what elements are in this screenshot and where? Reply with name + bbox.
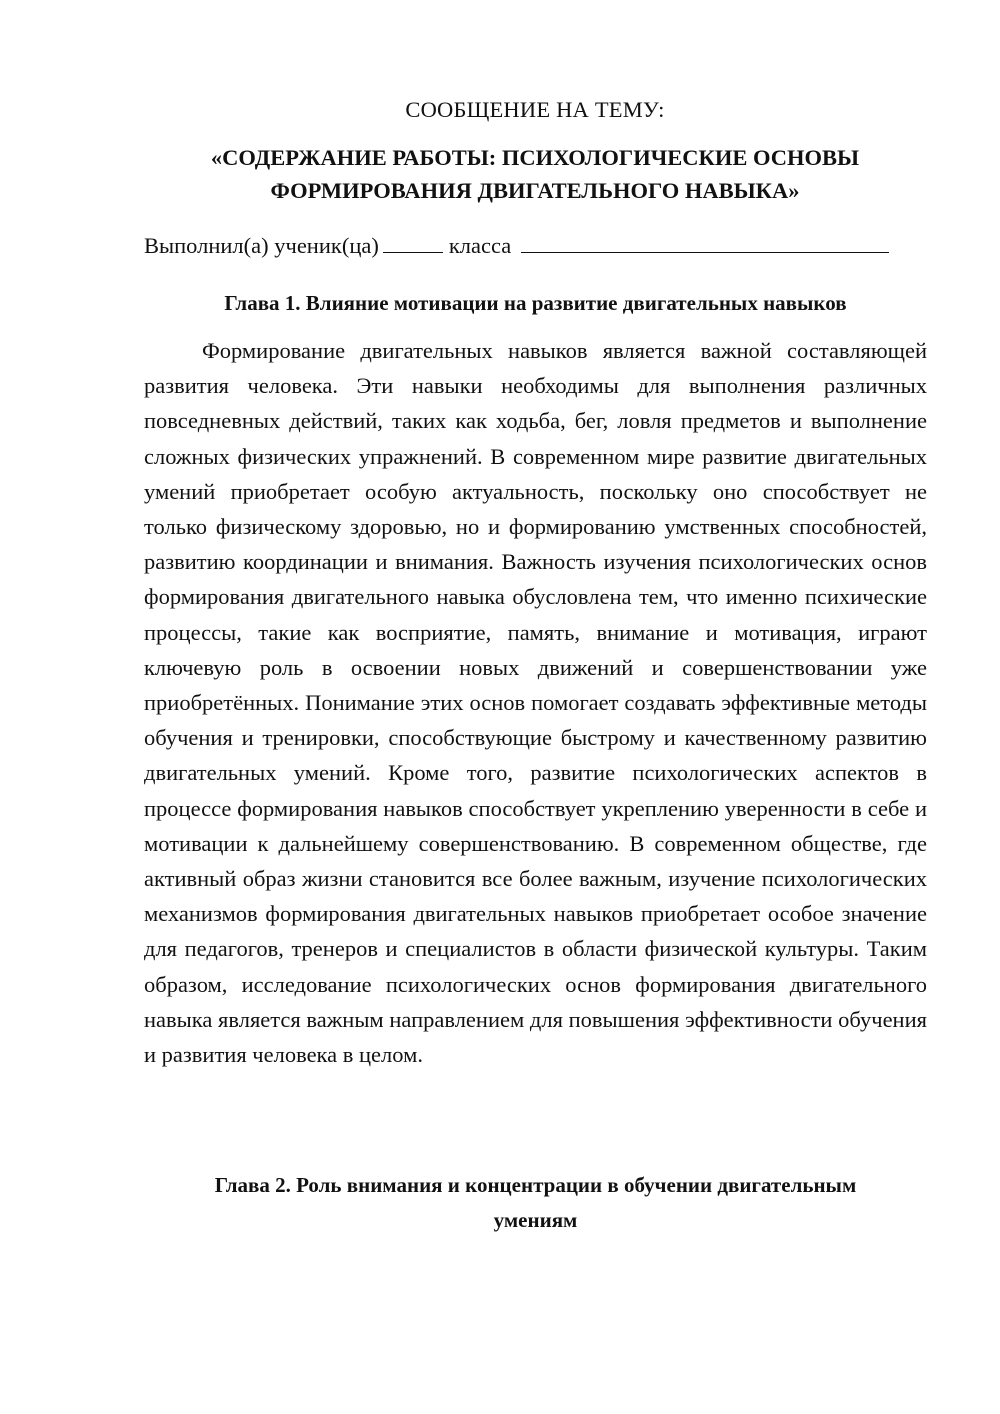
- chapter-2-heading: [144, 1168, 927, 1238]
- topic-heading: СООБЩЕНИЕ НА ТЕМУ:: [405, 97, 665, 122]
- chapter-2-heading-line-2: умениям: [493, 1208, 578, 1232]
- chapter-2-heading-line-1: Глава 2. Роль внимания и концентрации в обучении двигательным: [214, 1173, 857, 1197]
- document-title-line-1: «СОДЕРЖАНИЕ РАБОТЫ: ПСИХОЛОГИЧЕСКИЕ ОСНОВЫ: [210, 145, 860, 170]
- document-title-line-2: ФОРМИРОВАНИЯ ДВИГАТЕЛЬНОГО НАВЫКА»: [270, 178, 800, 203]
- class-number-blank: [383, 230, 443, 253]
- chapter-1-heading: Глава 1. Влияние мотивации на развитие двигательных навыков: [224, 291, 847, 315]
- chapter-1-paragraph: Формирование двигательных навыков является важной составляющей развития человека. Эти навыки необходимы для выполнения различных повседневных действий, таких как ходьба, бег, ловля предметов и выполнение сложных физических упражнений. В современном мире развитие двигательных умений приобретает особую актуальность, поскольку оно способствует не только физическому здоровью, но и формированию умственных способностей, развитию координации и внимания. Важность изучения психологических основ формирования двигательного навыка обусловлена тем, что именно психические процессы, такие как восприятие, память, внимание и мотивация, играют ключевую роль в освоении новых движений и совершенствовании уже приобретённых. Понимание этих основ помогает создавать эффективные методы обучения и тренировки, способствующие быстрому и качественному развитию двигательных умений. Кроме того, развитие психологических аспектов в процессе формирования навыков способствует укреплению уверенности в себе и мотивации к дальнейшему совершенствованию. В современном обществе, где активный образ жизни становится все более важным, изучение психологических механизмов формирования двигательных навыков приобретает особое значение для педагогов, тренеров и специалистов в области физической культуры. Таким образом, исследование психологических основ формирования двигательного навыка является важным направлением для повышения эффективности обучения и развития человека в целом.: [144, 338, 927, 1068]
- class-label: класса: [448, 233, 512, 258]
- signature-line: [144, 230, 889, 262]
- document-title: [0, 141, 1000, 207]
- name-blank: [521, 230, 889, 253]
- performed-by-label: Выполнил(а) ученик(ца): [144, 233, 379, 258]
